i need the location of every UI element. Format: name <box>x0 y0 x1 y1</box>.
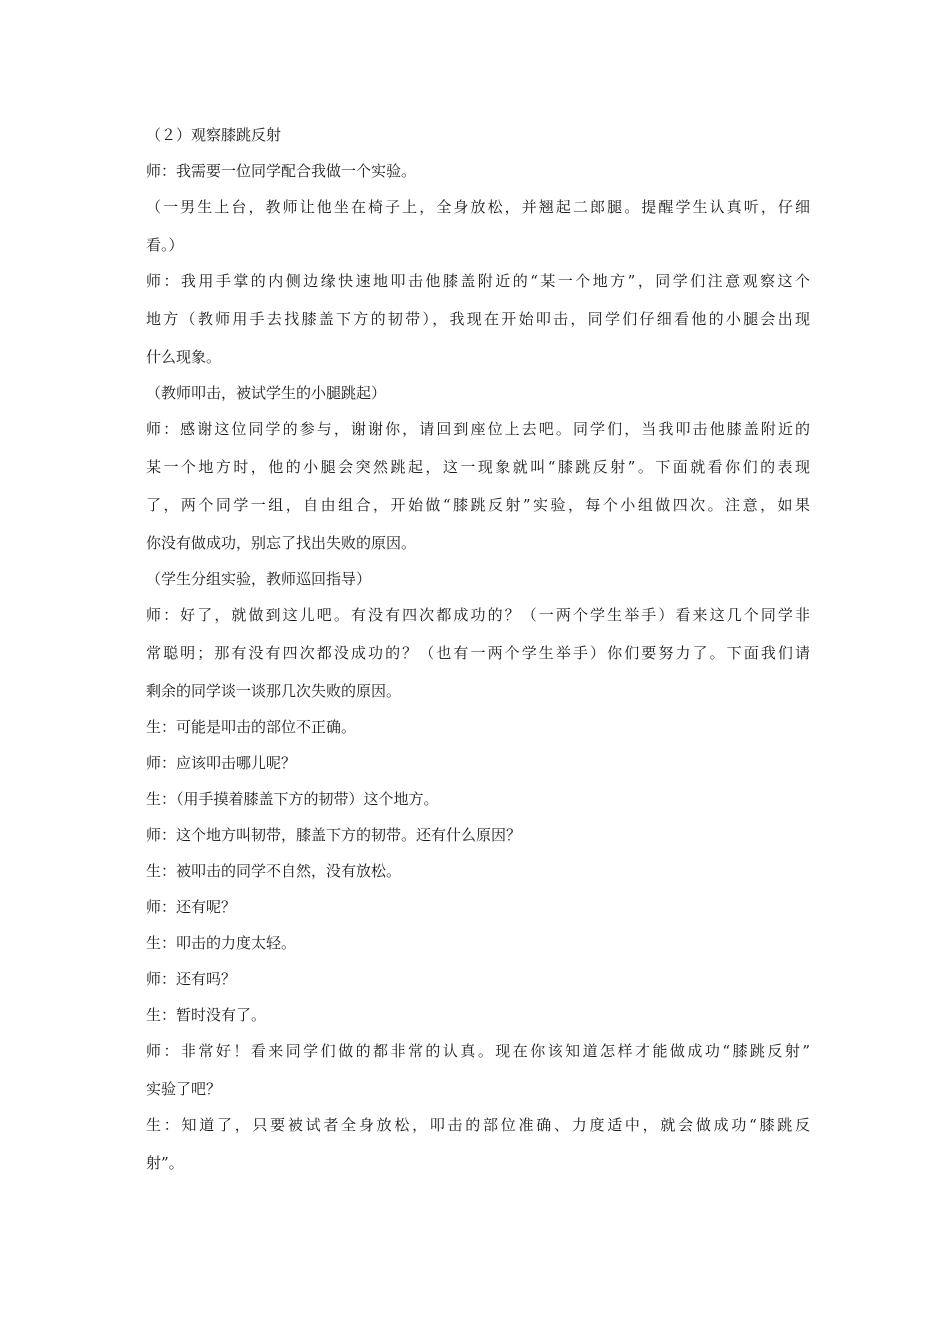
paragraph <box>146 968 810 990</box>
text-line: 你没有做成功，别忘了找出失败的原因。 <box>146 534 417 552</box>
text-line: （学生分组实验，教师巡回指导） <box>146 570 372 588</box>
text-line: 师：非常好！看来同学们做的都非常的认真。现在你该知道怎样才能做成功“膝跳反射” <box>146 1042 810 1060</box>
text-line: 某一个地方时，他的小腿会突然跳起，这一现象就叫“膝跳反射”。下面就看你们的表现 <box>146 458 810 476</box>
paragraph <box>146 1114 810 1174</box>
paragraph <box>146 716 810 738</box>
text-line: 射”。 <box>146 1154 184 1172</box>
text-line: 地方（教师用手去找膝盖下方的韧带），我现在开始叩击，同学们仔细看他的小腿会出现 <box>146 310 810 328</box>
text-line: 师：我用手掌的内侧边缘快速地叩击他膝盖附近的“某一个地方”，同学们注意观察这个 <box>146 272 810 290</box>
text-line: 生：（用手摸着膝盖下方的韧带）这个地方。 <box>146 790 439 808</box>
paragraph <box>146 824 810 846</box>
text-line: 看。） <box>146 236 184 254</box>
paragraph <box>146 160 810 182</box>
paragraph <box>146 604 810 702</box>
text-line: 常聪明；那有没有四次都没成功的？（也有一两个学生举手）你们要努力了。下面我们请 <box>146 644 810 662</box>
text-line: 剩余的同学谈一谈那几次失败的原因。 <box>146 682 402 700</box>
paragraph <box>146 568 810 590</box>
text-line: 师：还有呢？ <box>146 898 237 916</box>
paragraph <box>146 270 810 368</box>
paragraph <box>146 788 810 810</box>
text-line: 了，两个同学一组，自由组合，开始做“膝跳反射”实验，每个小组做四次。注意，如果 <box>146 496 810 514</box>
text-line: （一男生上台，教师让他坐在椅子上，全身放松，并翘起二郎腿。提醒学生认真听，仔细 <box>146 198 810 216</box>
text-line: 实验了吧？ <box>146 1080 222 1098</box>
paragraph <box>146 932 810 954</box>
text-line: 师：我需要一位同学配合我做一个实验。 <box>146 162 417 180</box>
text-line: 师：还有吗？ <box>146 970 237 988</box>
text-line: 师：这个地方叫韧带，膝盖下方的韧带。还有什么原因？ <box>146 826 522 844</box>
paragraph <box>146 752 810 774</box>
heading-line: （２）观察膝跳反射 <box>146 126 282 144</box>
paragraph <box>146 196 810 256</box>
paragraph <box>146 418 810 554</box>
text-line: 生：叩击的力度太轻。 <box>146 934 297 952</box>
text-line: （教师叩击，被试学生的小腿跳起） <box>146 384 387 402</box>
paragraph <box>146 860 810 882</box>
paragraph <box>146 382 810 404</box>
text-line: 生：可能是叩击的部位不正确。 <box>146 718 357 736</box>
section-heading <box>146 124 810 146</box>
paragraph <box>146 1004 810 1026</box>
document-body <box>146 124 810 1188</box>
text-line: 生：被叩击的同学不自然，没有放松。 <box>146 862 402 880</box>
paragraph <box>146 1040 810 1100</box>
text-line: 生：暂时没有了。 <box>146 1006 267 1024</box>
text-line: 生：知道了，只要被试者全身放松，叩击的部位准确、力度适中，就会做成功“膝跳反 <box>146 1116 810 1134</box>
text-line: 师：感谢这位同学的参与，谢谢你，请回到座位上去吧。同学们，当我叩击他膝盖附近的 <box>146 420 810 438</box>
text-line: 师：应该叩击哪儿呢？ <box>146 754 297 772</box>
text-line: 什么现象。 <box>146 348 222 366</box>
text-line: 师：好了，就做到这儿吧。有没有四次都成功的？（一两个学生举手）看来这几个同学非 <box>146 606 810 624</box>
paragraph <box>146 896 810 918</box>
